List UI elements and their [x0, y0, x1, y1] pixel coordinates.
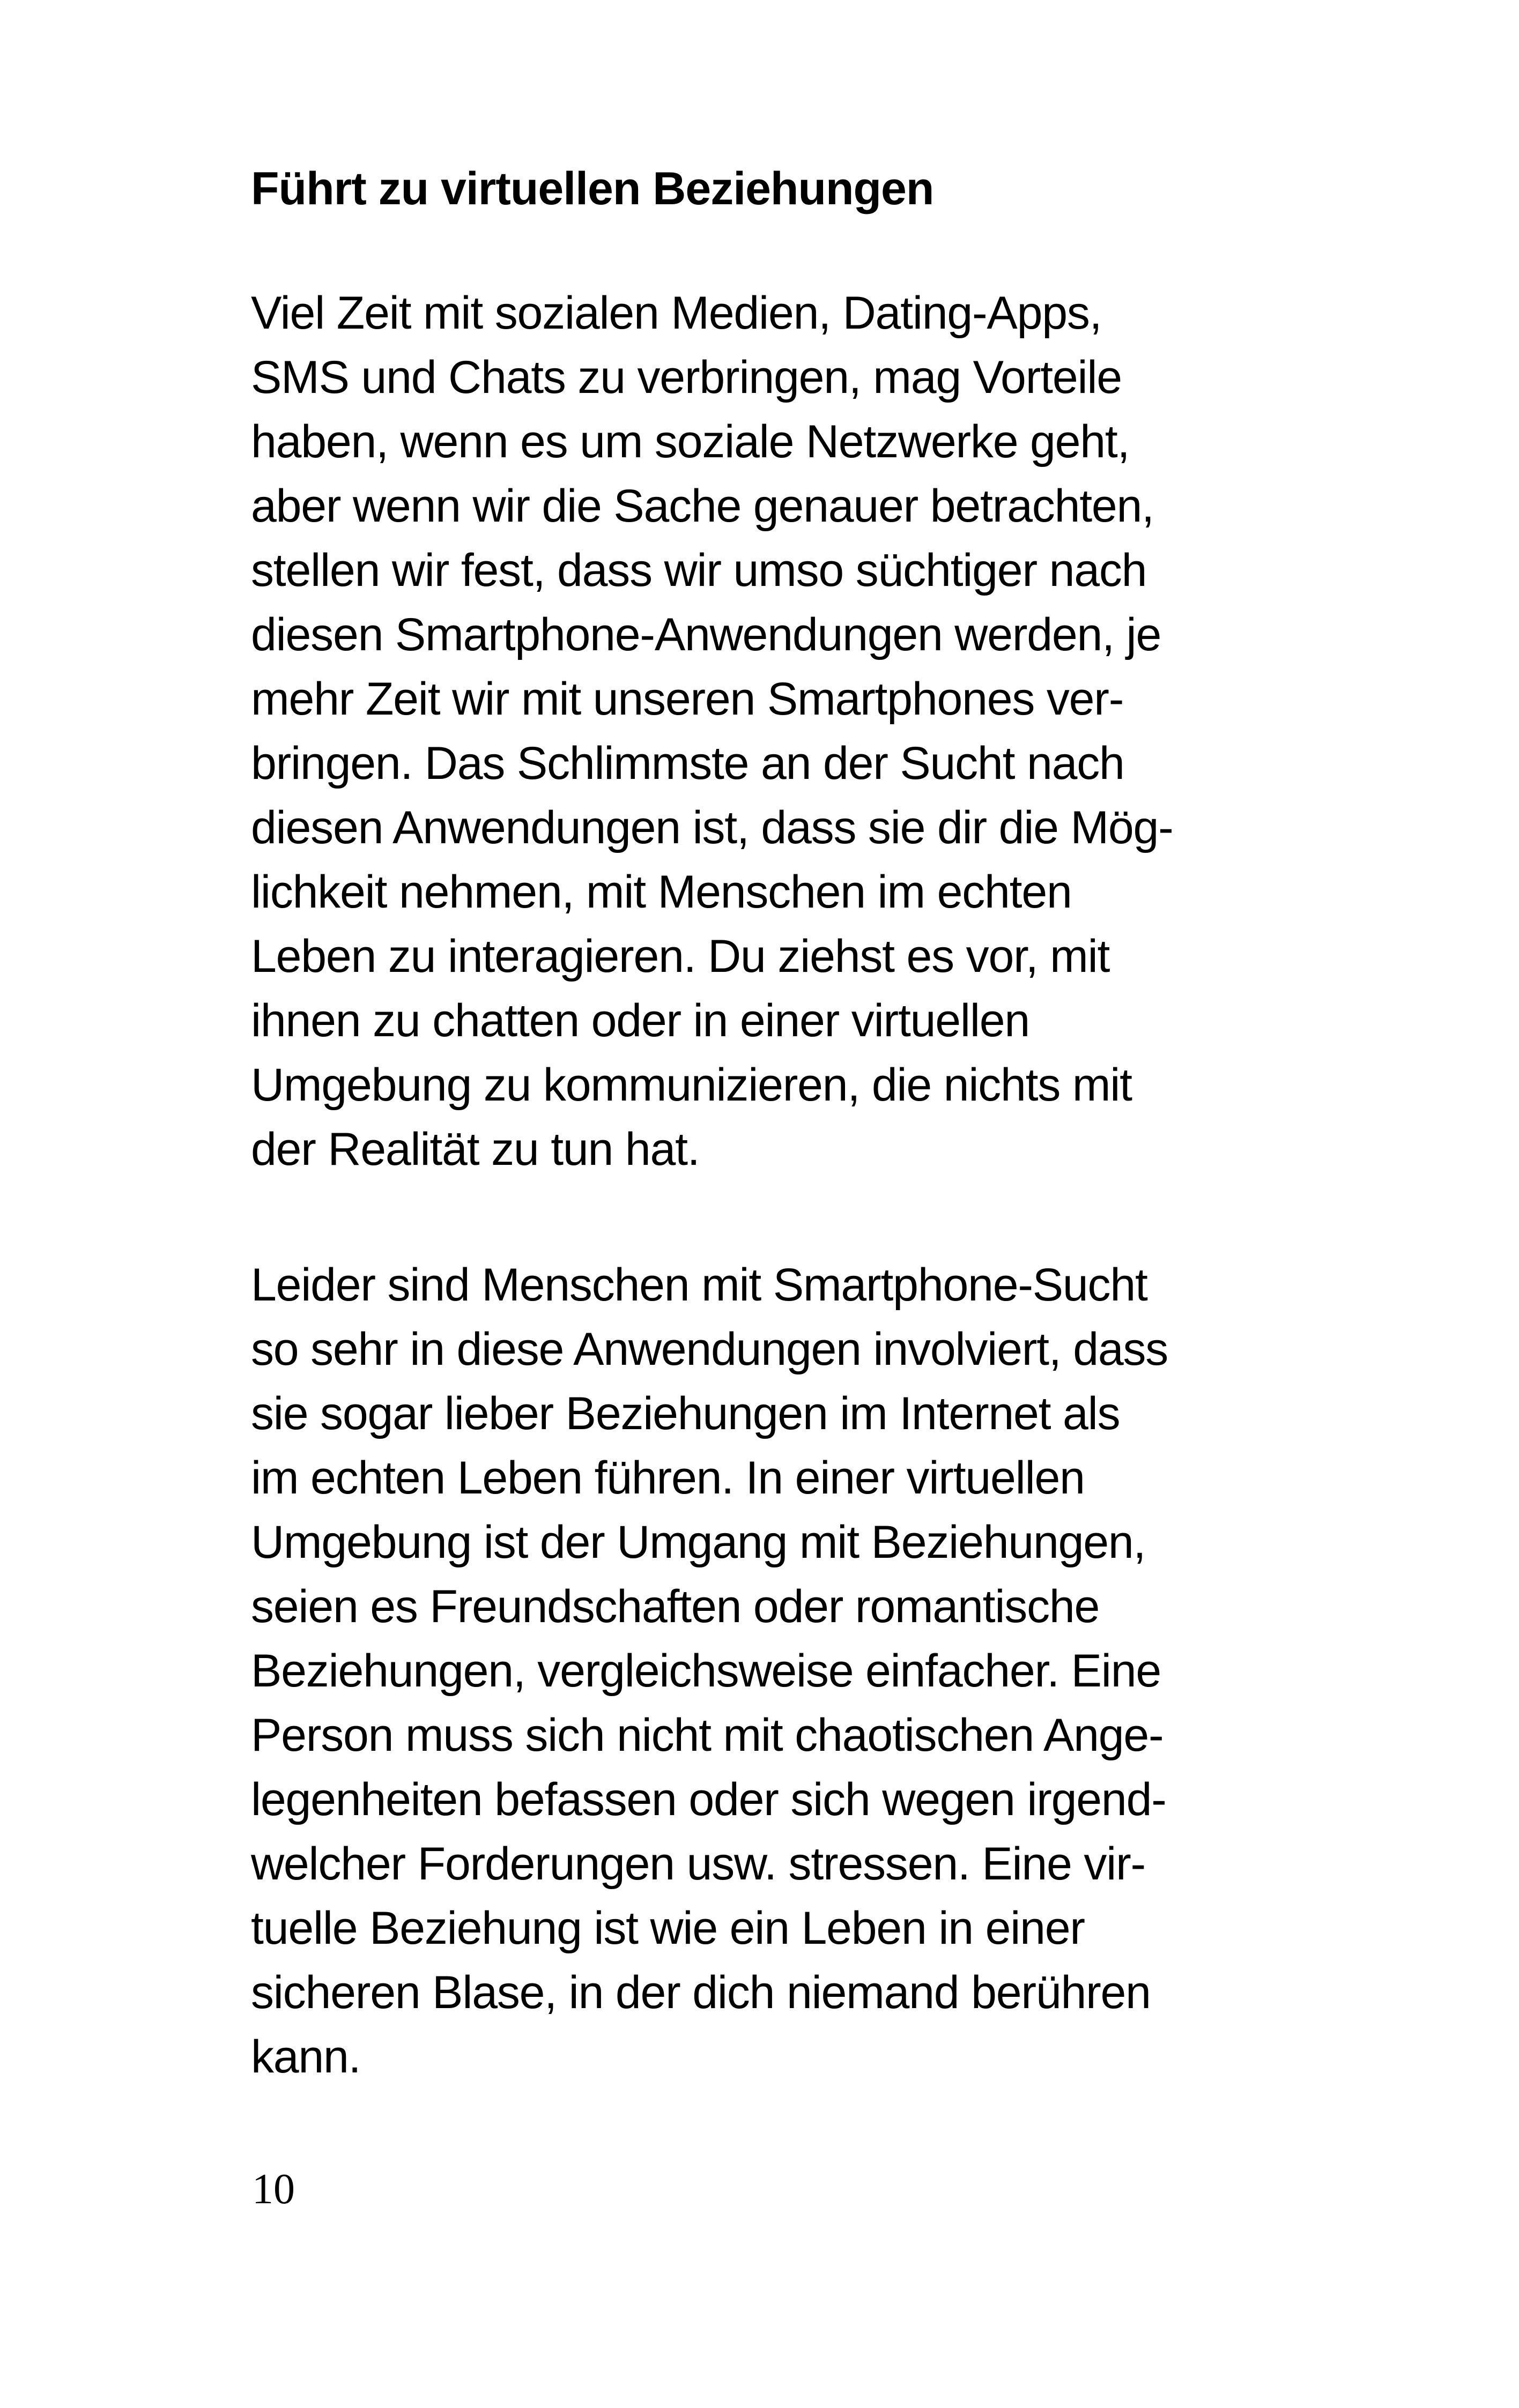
paragraph-line: diesen Smartphone-Anwendungen werden, je [251, 609, 1161, 660]
paragraph-line: lichkeit nehmen, mit Menschen im echten [251, 866, 1072, 918]
paragraph-line: ihnen zu chatten oder in einer virtuellen [251, 995, 1029, 1046]
section-heading: Führt zu virtuellen Beziehungen [251, 163, 934, 214]
paragraph-line: haben, wenn es um soziale Netzwerke geht, [251, 416, 1130, 467]
paragraph-line: sie sogar lieber Beziehungen im Internet als [251, 1388, 1120, 1439]
paragraph-line: kann. [251, 2031, 361, 2083]
paragraph-line: bringen. Das Schlimmste an der Sucht nach [251, 738, 1124, 789]
paragraph-1 [251, 281, 1173, 1181]
page-content [251, 157, 1259, 2083]
paragraph-line: mehr Zeit wir mit unseren Smartphones ver- [251, 673, 1124, 725]
paragraph-line: seien es Freundschaften oder romantische [251, 1581, 1100, 1632]
paragraph-line: Umgebung zu kommunizieren, die nichts mit [251, 1059, 1132, 1111]
paragraph-2 [251, 1253, 1168, 2089]
paragraph-line: Leben zu interagieren. Du ziehst es vor, mit [251, 931, 1110, 982]
paragraph-line: Beziehungen, vergleichsweise einfacher. Eine [251, 1645, 1161, 1697]
paragraph-line: welcher Forderungen usw. stressen. Eine vir- [251, 1838, 1145, 1890]
paragraph-line: Person muss sich nicht mit chaotischen Ange- [251, 1710, 1164, 1761]
paragraph-line: SMS und Chats zu verbringen, mag Vorteile [251, 352, 1122, 403]
paragraph-line: aber wenn wir die Sache genauer betrachten, [251, 480, 1154, 532]
paragraph-line: diesen Anwendungen ist, dass sie dir die Mög- [251, 802, 1173, 853]
paragraph-line: Viel Zeit mit sozialen Medien, Dating-Apps, [251, 287, 1102, 339]
paragraph-line: stellen wir fest, dass wir umso süchtiger nach [251, 545, 1147, 596]
paragraph-line: so sehr in diese Anwendungen involviert, dass [251, 1324, 1168, 1375]
paragraph-line: sicheren Blase, in der dich niemand berühren [251, 1967, 1151, 2018]
paragraph-line: legenheiten befassen oder sich wegen irgend- [251, 1774, 1166, 1825]
page-number: 10 [252, 2166, 295, 2213]
paragraph-line: tuelle Beziehung ist wie ein Leben in einer [251, 1902, 1085, 1954]
paragraph-line: Leider sind Menschen mit Smartphone-Sucht [251, 1259, 1147, 1311]
paragraph-line: Umgebung ist der Umgang mit Beziehungen, [251, 1517, 1146, 1568]
paragraph-line: im echten Leben führen. In einer virtuellen [251, 1452, 1085, 1504]
paragraph-line: der Realität zu tun hat. [251, 1124, 700, 1175]
